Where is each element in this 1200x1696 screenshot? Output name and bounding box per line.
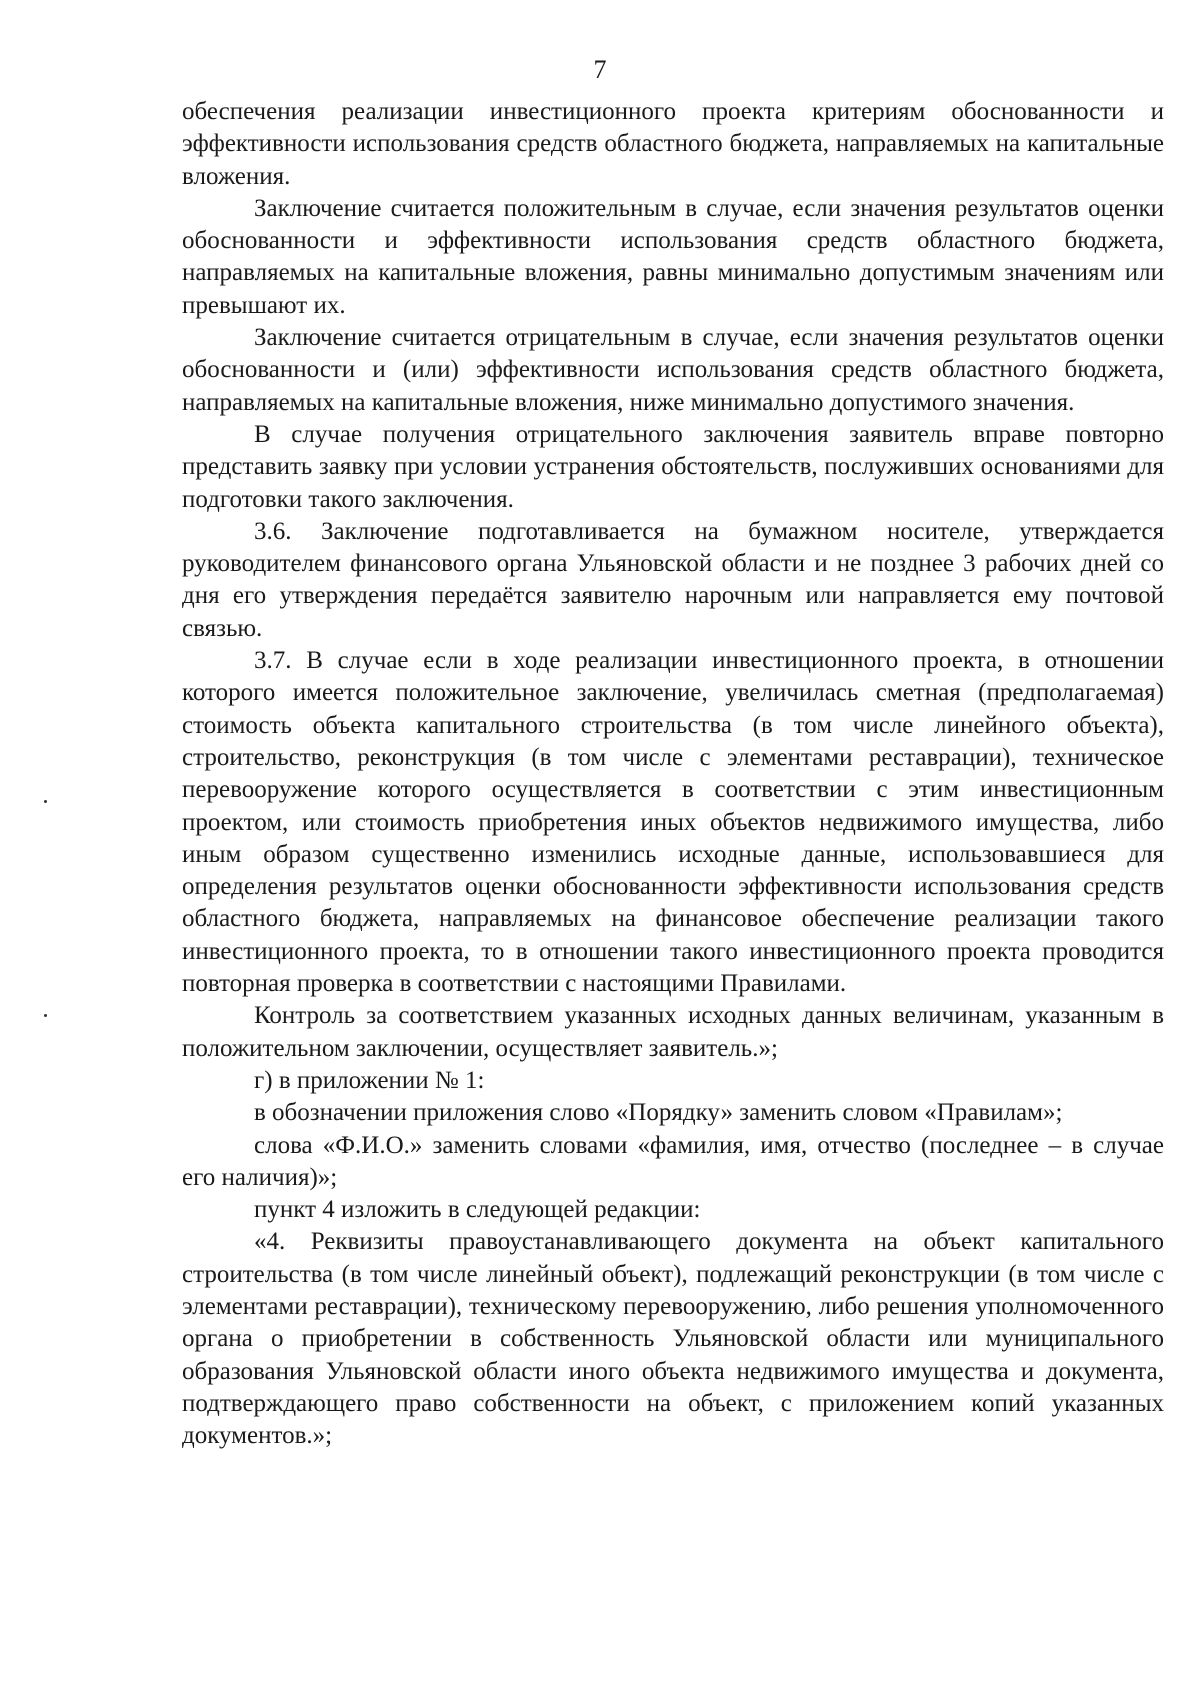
page-number: 7 bbox=[593, 55, 607, 84]
document-body bbox=[182, 96, 1164, 1452]
paragraph-item-4: «4. Реквизиты правоустанавливающего документа на объект капитального строительства (в том числе линейный объект), подлежащий реконструкции (в том числе с элементами реставрации), техническому перевооружению, либо решения уполномоченного органа о приобретении в собственность Ульяновской области или муниципального образования Ульяновской области иного объекта недвижимого имущества и документа, подтверждающего право собственности на объект, с приложением копий указанных документов.»; bbox=[182, 1228, 1164, 1450]
paragraph-fio: слова «Ф.И.О.» заменить словами «фамилия, имя, отчество (последнее – в случае его наличия)»; bbox=[182, 1131, 1164, 1191]
scan-speck bbox=[44, 1014, 47, 1017]
paragraph-3-6: 3.6. Заключение подготавливается на бумажном носителе, утверждается руководителем финансового органа Ульяновской области и не позднее 3 рабочих дней со дня его утверждения передаётся заявителю нарочным или направляется ему почтовой связью. bbox=[182, 517, 1164, 642]
paragraph-designation: в обозначении приложения слово «Порядку» заменить словом «Правилам»; bbox=[254, 1099, 1063, 1127]
paragraph-item-4-intro: пункт 4 изложить в следующей редакции: bbox=[254, 1196, 701, 1224]
paragraph-resubmission: В случае получения отрицательного заключения заявитель вправе повторно представить заявку при условии устранения обстоятельств, послуживших основаниями для подготовки такого заключения. bbox=[182, 420, 1164, 513]
paragraph-3-7: 3.7. В случае если в ходе реализации инвестиционного проекта, в отношении которого имеется положительное заключение, увеличилась сметная (предполагаемая) стоимость объекта капитального строительства (в том числе линейного объекта), строительство, реконструкция (в том числе с элементами реставрации), техническое перевооружение которого осуществляется в соответствии с этим инвестиционным проектом, или стоимость приобретения иных объектов недвижимого имущества, либо иным образом существенно изменились исходные данные, использовавшиеся для определения результатов оценки обоснованности эффективности использования средств областного бюджета, направляемых на финансовое обеспечение реализации такого инвестиционного проекта, то в отношении такого инвестиционного проекта проводится повторная проверка в соответствии с настоящими Правилами. bbox=[182, 647, 1164, 998]
scan-speck bbox=[44, 800, 47, 803]
paragraph-appendix-1: г) в приложении № 1: bbox=[254, 1066, 485, 1094]
paragraph-positive-conclusion: Заключение считается положительным в случае, если значения результатов оценки обоснованности и эффективности использования средств областного бюджета, направляемых на капитальные вложения, равны минимально допустимым значениям или превышают их. bbox=[182, 194, 1164, 319]
paragraph-negative-conclusion: Заключение считается отрицательным в случае, если значения результатов оценки обоснованности и (или) эффективности использования средств областного бюджета, направляемых на капитальные вложения, ниже минимально допустимого значения. bbox=[182, 324, 1164, 416]
paragraph-control: Контроль за соответствием указанных исходных данных величинам, указанным в положительном заключении, осуществляет заявитель.»; bbox=[182, 1002, 1164, 1062]
paragraph-continuation: обеспечения реализации инвестиционного проекта критериям обоснованности и эффективности использования средств областного бюджета, направляемых на капитальные вложения. bbox=[182, 98, 1164, 190]
